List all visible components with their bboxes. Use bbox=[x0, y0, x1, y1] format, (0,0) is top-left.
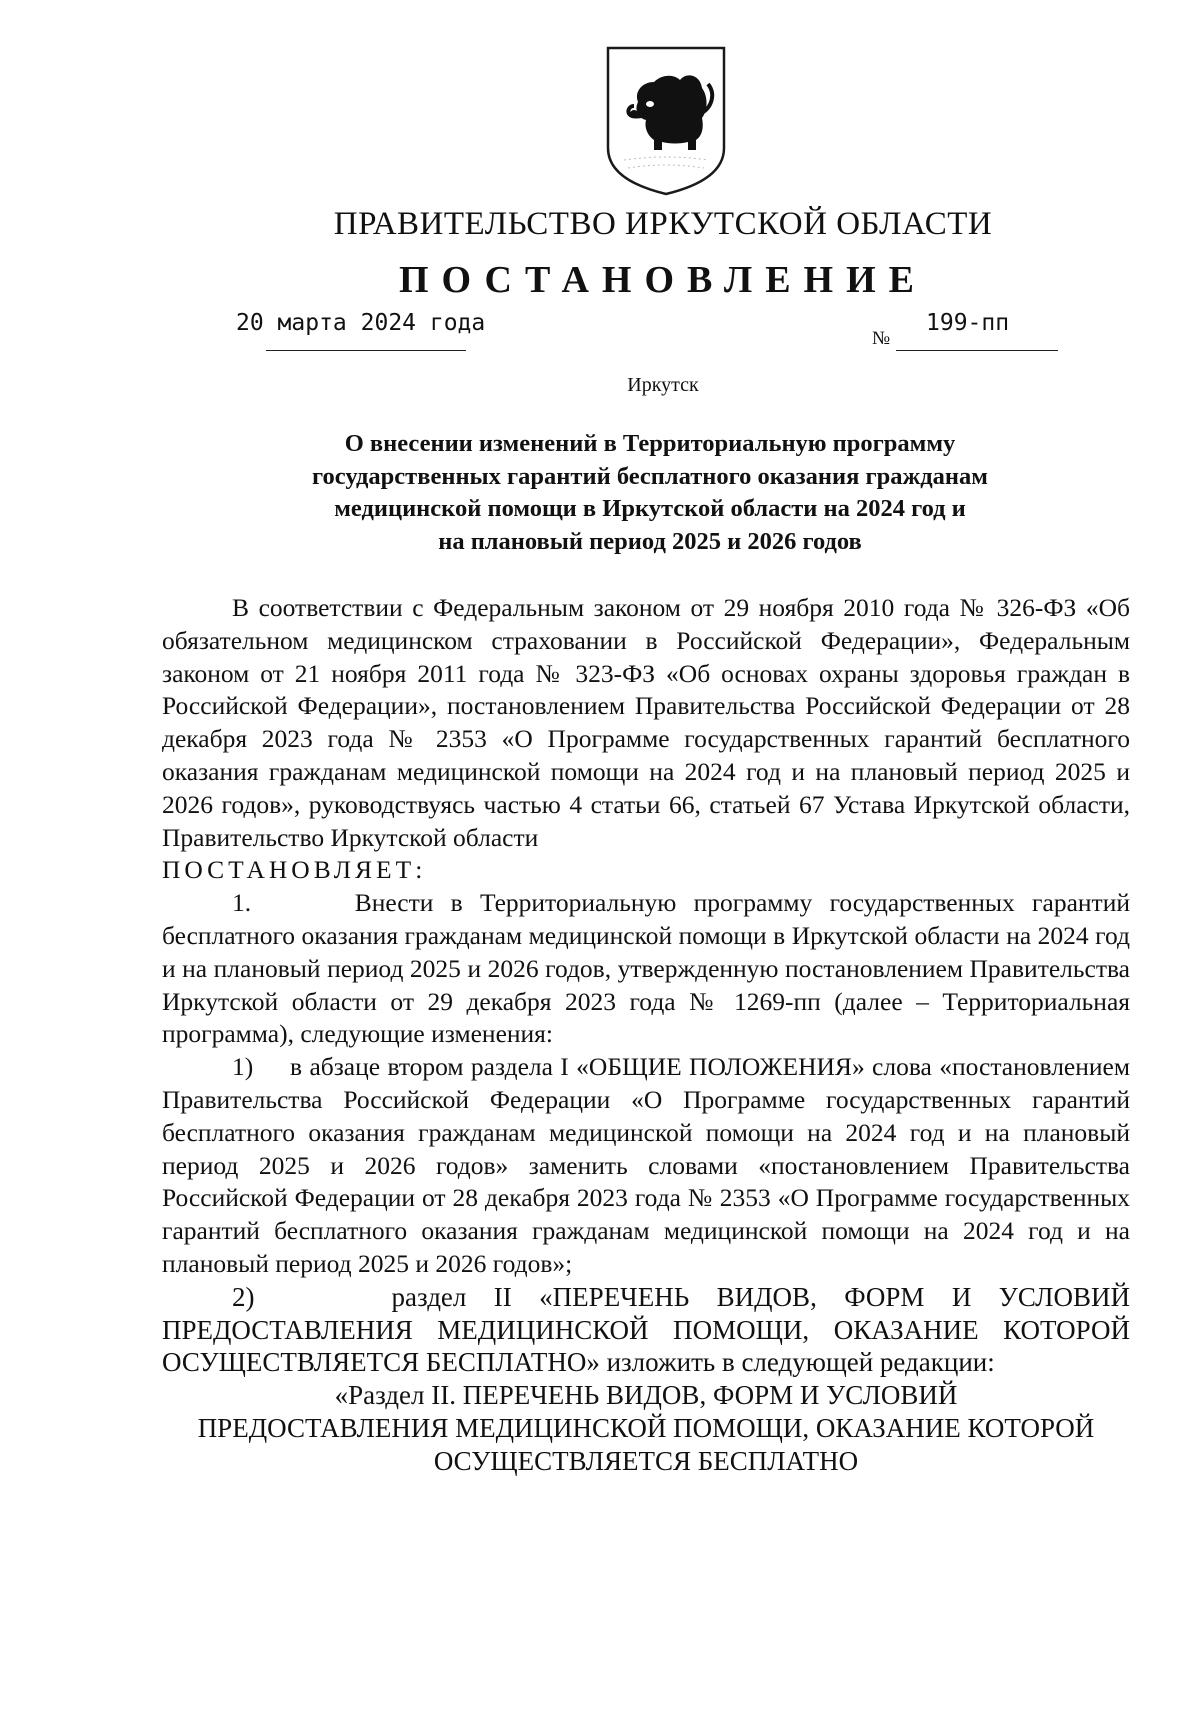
government-name: ПРАВИТЕЛЬСТВО ИРКУТСКОЙ ОБЛАСТИ bbox=[333, 206, 993, 242]
item-1-1-paragraph: 1) в абзаце втором раздела I «ОБЩИЕ ПОЛОЖЕНИЯ» слова «постановлением Правительства Российской Федерации «О Программе государственных гарантий бесплатного оказания гражданам медицинской помощи на 2024 год и на плановый период 2025 и 2026 годов» заменить словами «постановлением Правительства Российской Федерации от 28 декабря 2023 года № 2353 «О Программе государственных гарантий бесплатного оказания гражданам медицинской помощи на 2024 год и на плановый период 2025 и 2026 годов»; bbox=[162, 1052, 1130, 1278]
coat-of-arms-emblem bbox=[604, 44, 728, 196]
subject-line: медицинской помощи в Иркутской области на 2024 год и bbox=[334, 495, 966, 522]
subject-line: О внесении изменений в Территориальную программу bbox=[344, 430, 956, 457]
city-name: Иркутск bbox=[627, 374, 699, 396]
preamble-paragraph: В соответствии с Федеральным законом от 29 ноября 2010 года № 326-ФЗ «Об обязательном медицинском страховании в Российской Федерации», Федеральным законом от 21 ноября 2011 года № 323-ФЗ «Об основах охраны здоровья граждан в Российской Федерации», постановлением Правительства Российской Федерации от 28 декабря 2023 года № 2353 «О Программе государственных гарантий бесплатного оказания гражданам медицинской помощи на 2024 год и на плановый период 2025 и 2026 годов», руководствуясь частью 4 статьи 66, статьей 67 Устава Иркутской области, Правительство Иркутской области bbox=[162, 593, 1130, 852]
document-subject bbox=[160, 428, 1140, 558]
subject-line: государственных гарантий бесплатного оказания гражданам bbox=[312, 462, 988, 490]
document-body bbox=[162, 592, 1130, 1478]
number-sign: № bbox=[872, 328, 891, 349]
section-heading-line: ПРЕДОСТАВЛЕНИЯ МЕДИЦИНСКОЙ ПОМОЩИ, ОКАЗАНИЕ КОТОРОЙ bbox=[197, 1412, 1095, 1443]
section-heading-line: «Раздел II. ПЕРЕЧЕНЬ ВИДОВ, ФОРМ И УСЛОВИЙ bbox=[334, 1380, 958, 1411]
subject-line: на плановый период 2025 и 2026 годов bbox=[438, 527, 862, 555]
item-1-2-paragraph: 2) раздел II «ПЕРЕЧЕНЬ ВИДОВ, ФОРМ И УСЛОВИЙ ПРЕДОСТАВЛЕНИЯ МЕДИЦИНСКОЙ ПОМОЩИ, ОКАЗАНИЕ КОТОРОЙ ОСУЩЕСТВЛЯЕТСЯ БЕСПЛАТНО» изложить в следующей редакции: bbox=[162, 1281, 1130, 1378]
document-type-heading: ПОСТАНОВЛЕНИЕ bbox=[398, 259, 928, 301]
item-1-paragraph: 1. Внести в Территориальную программу государственных гарантий бесплатного оказания гражданам медицинской помощи в Иркутской области на 2024 год и на плановый период 2025 и 2026 годов, утвержденную постановлением Правительства Иркутской области от 29 декабря 2023 года № 1269-пп (далее – Территориальная программа), следующие изменения: bbox=[162, 888, 1130, 1049]
document-number: 199-пп bbox=[926, 310, 1010, 336]
date-underline bbox=[266, 350, 466, 351]
document-date: 20 марта 2024 года bbox=[236, 310, 486, 336]
section-heading-line: ОСУЩЕСТВЛЯЕТСЯ БЕСПЛАТНО bbox=[433, 1445, 859, 1476]
decree-word: ПОСТАНОВЛЯЕТ: bbox=[162, 855, 427, 885]
number-underline bbox=[896, 350, 1058, 351]
